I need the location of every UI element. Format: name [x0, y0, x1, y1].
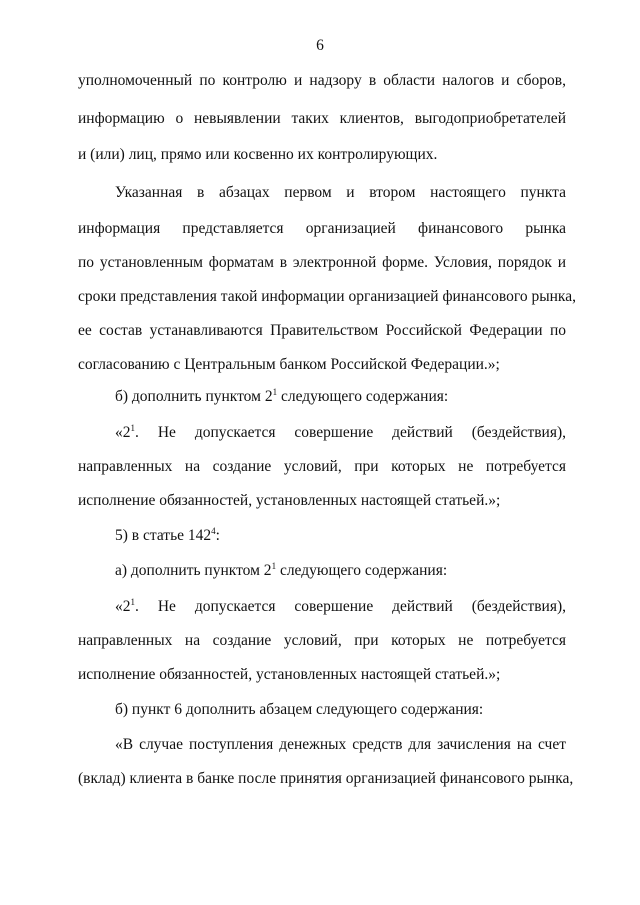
- superscript: 1: [272, 387, 278, 397]
- paragraph-first-line: [115, 526, 566, 546]
- paragraph-first-line: б) пункт 6 дополнить абзацем следующего содержания:: [115, 701, 484, 718]
- text-line: по установленным форматам в электронной форме. Условия, порядок и: [78, 254, 566, 271]
- superscript: 1: [130, 597, 135, 607]
- text-run: следующего содержания:: [277, 388, 449, 405]
- text-line: направленных на создание условий, при которых не потребуется: [78, 632, 566, 649]
- paragraph-first-line: [115, 597, 566, 617]
- superscript: 1: [130, 423, 135, 433]
- text-run: следующего содержания:: [276, 562, 448, 579]
- superscript: 1: [271, 561, 277, 571]
- text-run: «2: [115, 598, 131, 615]
- text-run: а) дополнить пунктом 2: [115, 562, 272, 579]
- text-run: . Не допускается совершение действий (бездействия),: [135, 424, 566, 441]
- paragraph-first-line: [115, 423, 566, 443]
- text-line: уполномоченный по контролю и надзору в области налогов и сборов,: [78, 72, 566, 89]
- superscript: 4: [211, 526, 216, 536]
- text-line: сроки представления такой информации организацией финансового рынка,: [78, 288, 576, 305]
- paragraph-first-line: [115, 561, 566, 581]
- text-run: б) дополнить пунктом 2: [115, 388, 273, 405]
- text-line: и (или) лиц, прямо или косвенно их контролирующих.: [78, 146, 438, 163]
- paragraph-first-line: Указанная в абзацах первом и втором настоящего пункта: [115, 184, 566, 201]
- text-line: исполнение обязанностей, установленных настоящей статьей.»;: [78, 492, 501, 509]
- text-line: согласованию с Центральным банком Российской Федерации.»;: [78, 356, 500, 373]
- text-run: . Не допускается совершение действий (бездействия),: [135, 598, 566, 615]
- text-line: (вклад) клиента в банке после принятия организацией финансового рынка,: [78, 770, 574, 787]
- text-line: исполнение обязанностей, установленных настоящей статьей.»;: [78, 666, 501, 683]
- text-run: :: [215, 527, 220, 544]
- page-number: 6: [316, 37, 324, 54]
- text-line: ее состав устанавливаются Правительством Российской Федерации по: [78, 322, 566, 339]
- text-line: направленных на создание условий, при которых не потребуется: [78, 458, 566, 475]
- text-run: 5) в статье 142: [115, 527, 212, 544]
- text-line: информацию о невыявлении таких клиентов, выгодоприобретателей: [78, 110, 566, 127]
- paragraph-first-line: «В случае поступления денежных средств для зачисления на счет: [115, 736, 566, 753]
- text-line: информация представляется организацией финансового рынка: [78, 220, 566, 237]
- text-run: «2: [115, 424, 131, 441]
- paragraph-first-line: [115, 387, 566, 407]
